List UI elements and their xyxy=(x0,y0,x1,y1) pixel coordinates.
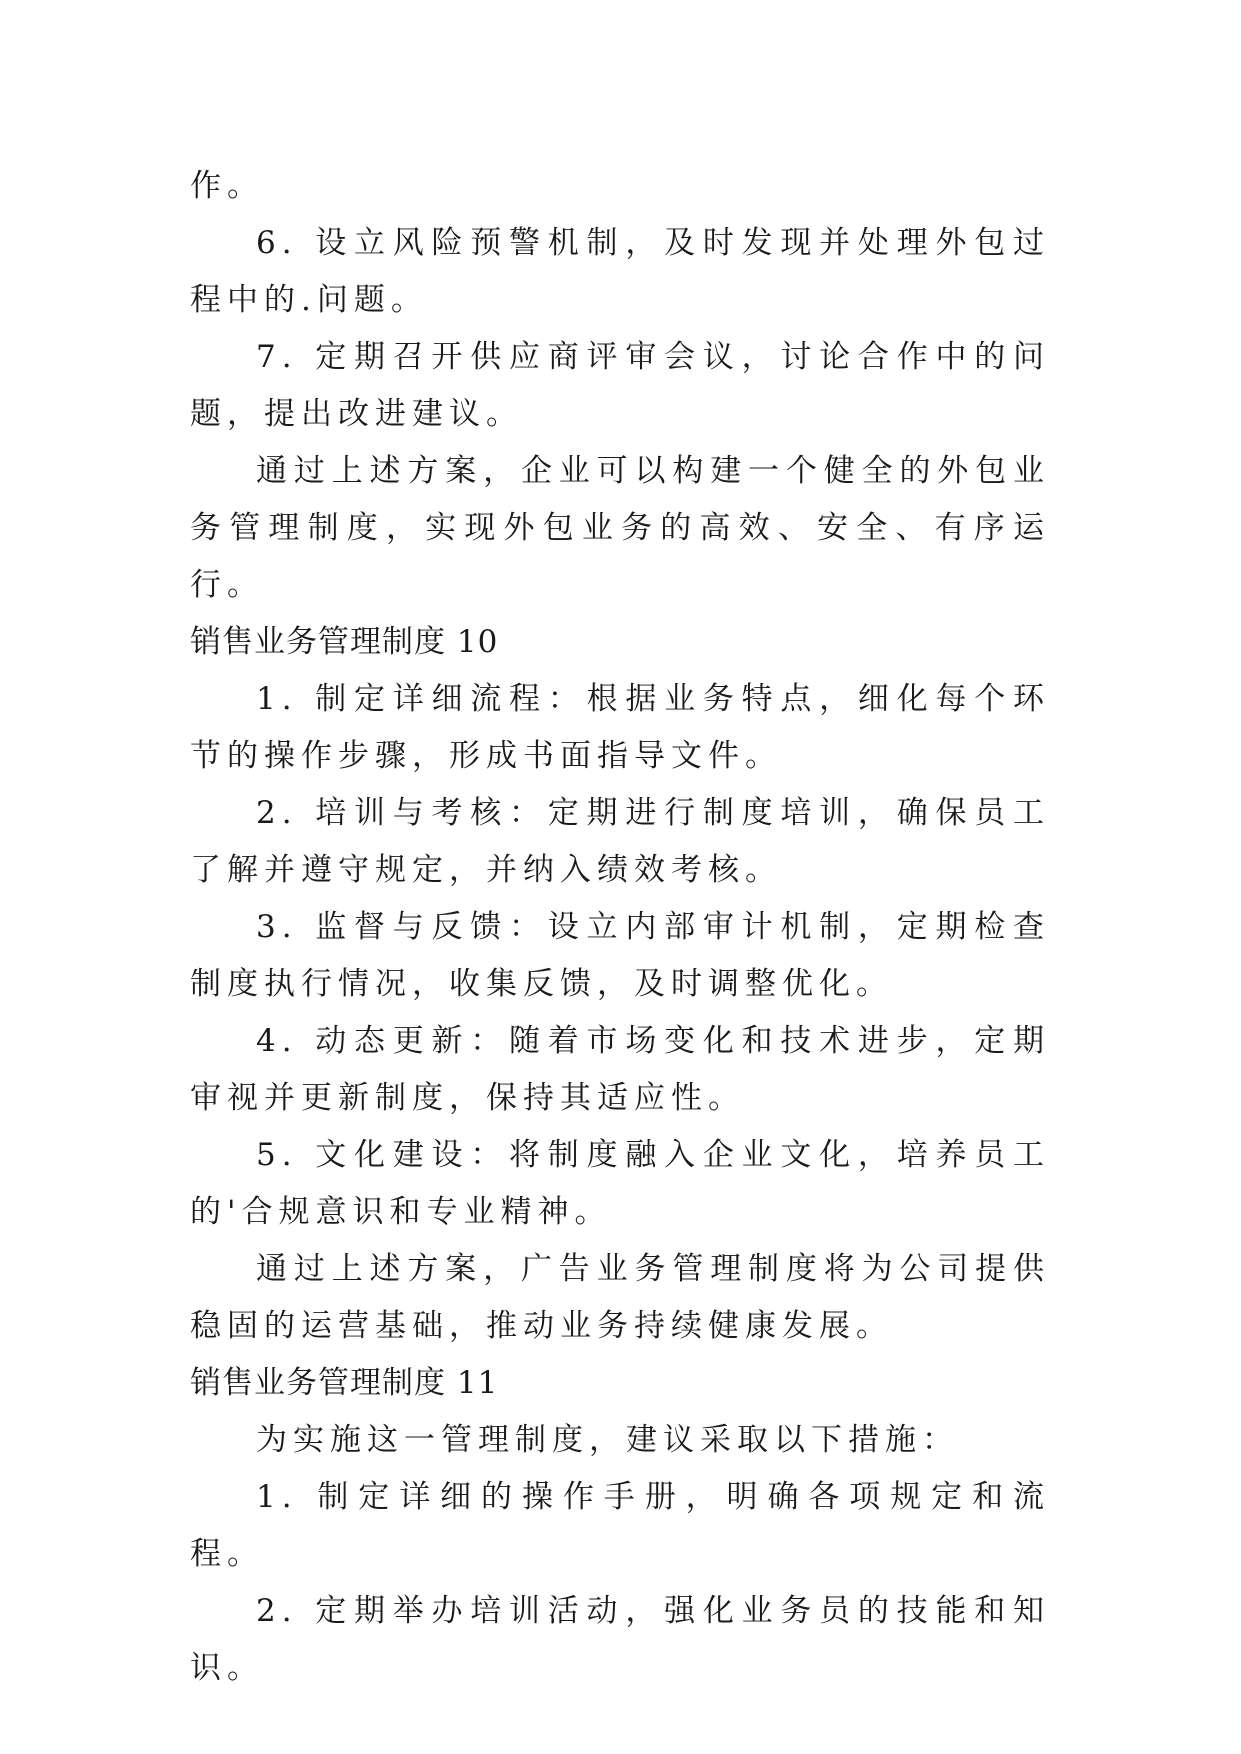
list-item-2: 2. 培训与考核：定期进行制度培训，确保员工了解并遵守规定，并纳入绩效考核。 xyxy=(190,795,1050,888)
paragraph-continuation: 作。 xyxy=(190,168,264,204)
list-item-5: 5. 文化建设：将制度融入企业文化，培养员工的'合规意识和专业精神。 xyxy=(190,1137,1050,1230)
intro-paragraph: 为实施这一管理制度，建议采取以下措施： xyxy=(256,1422,959,1458)
section-heading-10: 销售业务管理制度 10 xyxy=(190,624,499,660)
summary-paragraph: 通过上述方案，广告业务管理制度将为公司提供稳固的运营基础，推动业务持续健康发展。 xyxy=(190,1251,1050,1344)
list-item-6: 6. 设立风险预警机制，及时发现并处理外包过程中的.问题。 xyxy=(190,225,1050,318)
list-item-4: 4. 动态更新：随着市场变化和技术进步，定期审视并更新制度，保持其适应性。 xyxy=(190,1023,1050,1116)
list-item-3: 3. 监督与反馈：设立内部审计机制，定期检查制度执行情况，收集反馈，及时调整优化。 xyxy=(190,909,1050,1002)
section-heading-11: 销售业务管理制度 11 xyxy=(190,1365,499,1401)
list-item-2: 2. 定期举办培训活动，强化业务员的技能和知识。 xyxy=(190,1593,1050,1686)
list-item-1: 1. 制定详细流程：根据业务特点，细化每个环节的操作步骤，形成书面指导文件。 xyxy=(190,681,1050,774)
document-page xyxy=(190,158,1050,1697)
list-item-1: 1. 制定详细的操作手册，明确各项规定和流程。 xyxy=(190,1479,1050,1572)
list-item-7: 7. 定期召开供应商评审会议，讨论合作中的问题，提出改进建议。 xyxy=(190,339,1050,432)
summary-paragraph: 通过上述方案，企业可以构建一个健全的外包业务管理制度，实现外包业务的高效、安全、有序运行。 xyxy=(190,453,1050,603)
